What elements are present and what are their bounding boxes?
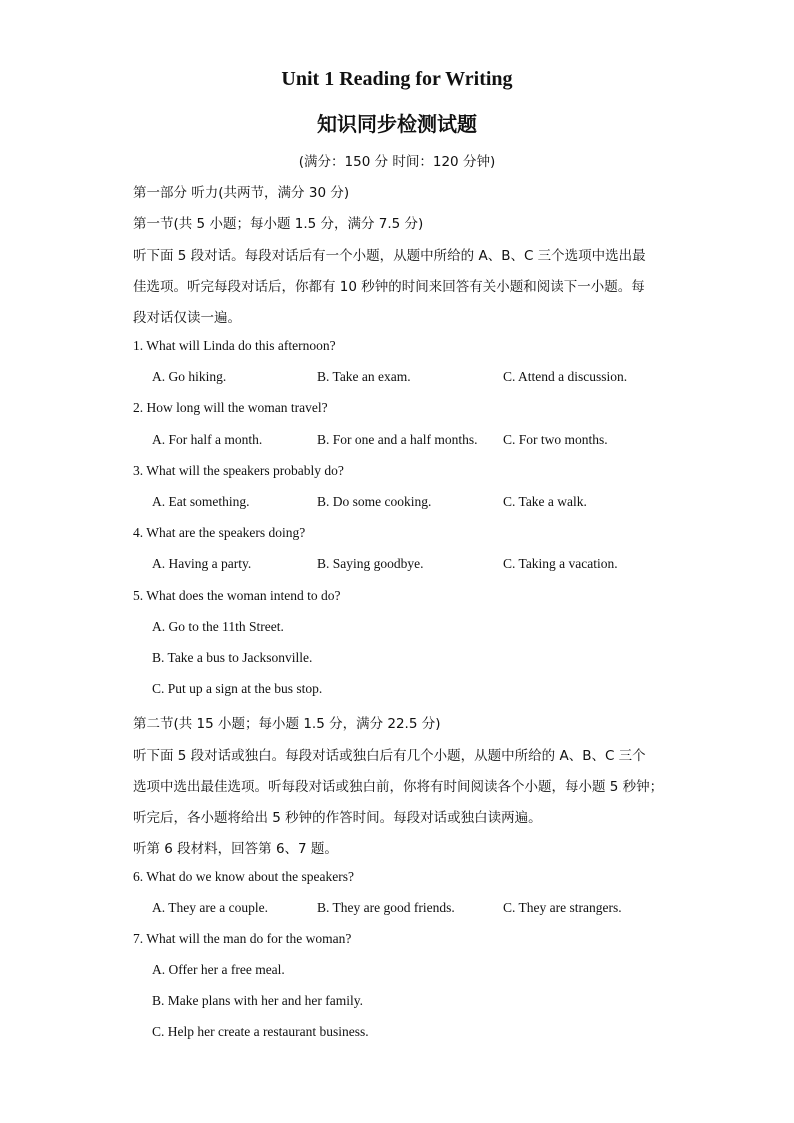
option-c: C. Put up a sign at the bus stop.	[152, 681, 323, 696]
document-subtitle: 知识同步检测试题	[317, 112, 477, 136]
document-title: Unit 1 Reading for Writing	[281, 68, 513, 90]
section-heading: 第二节(共 15 小题；每小题 1.5 分，满分 22.5 分)	[133, 716, 441, 732]
material-instruction: 听第 6 段材料，回答第 6、7 题。	[133, 841, 338, 857]
option-c: C. Taking a vacation.	[503, 556, 618, 571]
option-a: A. Offer her a free meal.	[152, 962, 285, 977]
instruction-line: 选项中选出最佳选项。听每段对话或独白前，你将有时间阅读各个小题，每小题 5 秒钟；	[133, 779, 664, 795]
instruction-line: 段对话仅读一遍。	[133, 310, 241, 326]
instruction-line: 佳选项。听完每段对话后，你都有 10 秒钟的时间来回答有关小题和阅读下一小题。每	[133, 279, 645, 295]
part-heading: 第一部分 听力(共两节，满分 30 分)	[133, 185, 350, 201]
option-a: A. For half a month.	[152, 432, 263, 447]
question-text: 3. What will the speakers probably do?	[133, 463, 344, 478]
option-b: B. They are good friends.	[317, 900, 455, 915]
option-b: B. Make plans with her and her family.	[152, 993, 363, 1008]
score-time-info: (满分：150 分 时间：120 分钟)	[298, 154, 496, 170]
question-text: 6. What do we know about the speakers?	[133, 869, 354, 884]
option-a: A. Eat something.	[152, 494, 250, 509]
question-text: 5. What does the woman intend to do?	[133, 588, 341, 603]
question-text: 7. What will the man do for the woman?	[133, 931, 352, 946]
option-b: B. Do some cooking.	[317, 494, 432, 509]
option-b: B. Take a bus to Jacksonville.	[152, 650, 313, 665]
question-text: 1. What will Linda do this afternoon?	[133, 338, 336, 353]
option-a: A. Go hiking.	[152, 369, 227, 384]
option-c: C. For two months.	[503, 432, 608, 447]
question-text: 4. What are the speakers doing?	[133, 525, 306, 540]
option-c: C. Take a walk.	[503, 494, 587, 509]
option-b: B. For one and a half months.	[317, 432, 478, 447]
question-text: 2. How long will the woman travel?	[133, 400, 328, 415]
section-heading: 第一节(共 5 小题；每小题 1.5 分，满分 7.5 分)	[133, 216, 424, 232]
option-b: B. Take an exam.	[317, 369, 411, 384]
option-a: A. Go to the 11th Street.	[152, 619, 284, 634]
instruction-line: 听下面 5 段对话。每段对话后有一个小题，从题中所给的 A、B、C 三个选项中选出最	[133, 248, 646, 264]
option-c: C. They are strangers.	[503, 900, 622, 915]
option-c: C. Attend a discussion.	[503, 369, 628, 384]
instruction-line: 听下面 5 段对话或独白。每段对话或独白后有几个小题，从题中所给的 A、B、C 三个	[133, 748, 646, 764]
option-b: B. Saying goodbye.	[317, 556, 424, 571]
option-a: A. They are a couple.	[152, 900, 268, 915]
option-c: C. Help her create a restaurant business.	[152, 1024, 369, 1039]
instruction-line: 听完后，各小题将给出 5 秒钟的作答时间。每段对话或独白读两遍。	[133, 810, 542, 826]
option-a: A. Having a party.	[152, 556, 252, 571]
